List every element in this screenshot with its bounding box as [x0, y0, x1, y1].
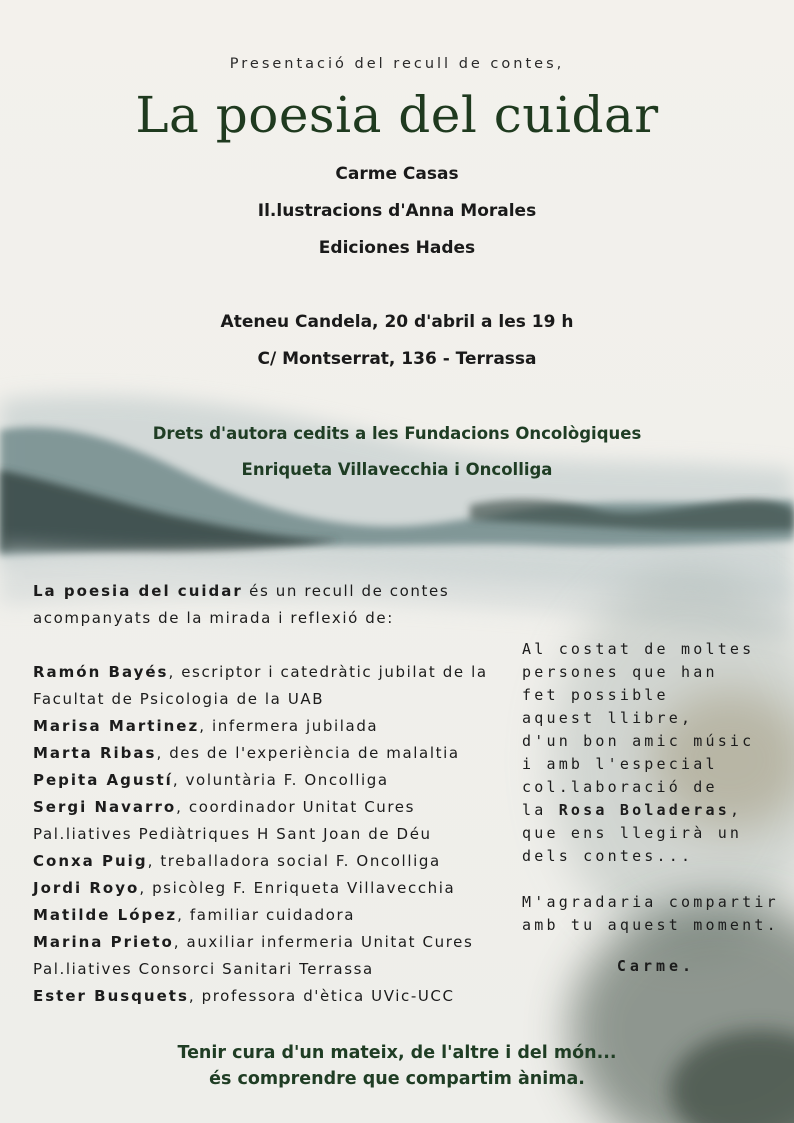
side-note-line: que ens llegirà un	[522, 824, 743, 842]
highlight-name: Rosa Boladeras	[558, 801, 730, 819]
contributors-section	[33, 578, 503, 1010]
contributor-role: , des de l'experiència de malaltia	[156, 744, 460, 762]
contributor-item	[33, 902, 503, 929]
contributor-name: Matilde López	[33, 906, 178, 924]
contributor-name: Conxa Puig	[33, 852, 148, 870]
event-venue-date: Ateneu Candela, 20 d'abril a les 19 h	[220, 312, 574, 332]
side-note-para-1	[522, 638, 790, 868]
side-note-line: d'un bon amic músic	[522, 732, 755, 750]
contributor-item	[33, 740, 503, 767]
contributor-item	[33, 875, 503, 902]
quote-line-1: Tenir cura d'un mateix, de l'altre i del món...	[177, 1043, 617, 1063]
contributor-item	[33, 848, 503, 875]
publisher-credit: Ediciones Hades	[318, 238, 476, 258]
contributor-role: , infermera jubilada	[199, 717, 379, 735]
side-note-comma: ,	[729, 801, 743, 819]
side-note-line: col.laboració de	[522, 778, 718, 796]
contributor-name: Pepita Agustí	[33, 771, 173, 789]
side-note	[522, 638, 790, 978]
rights-line-1: Drets d'autora cedits a les Fundacions Oncològiques	[152, 424, 642, 443]
closing-quote	[0, 1040, 794, 1092]
contributor-name: Marta Ribas	[33, 744, 157, 762]
contributor-item	[33, 983, 503, 1010]
contributor-item	[33, 929, 503, 983]
side-note-line: persones que han	[522, 663, 718, 681]
contributor-role: , treballadora social F. Oncolliga	[147, 852, 441, 870]
subtitle: Presentació del recull de contes,	[229, 56, 565, 72]
contributor-name: Marina Prieto	[33, 933, 174, 951]
contributor-item	[33, 767, 503, 794]
contributor-role: , professora d'ètica UVic-UCC	[188, 987, 455, 1005]
side-note-line: M'agradaria compartir	[522, 893, 779, 911]
contributor-name: Sergi Navarro	[33, 798, 177, 816]
contributor-name: Ester Busquets	[33, 987, 189, 1005]
contributor-role: , psicòleg F. Enriqueta Villavecchia	[139, 879, 456, 897]
contributor-role: , auxiliar infermeria Unitat Cures Pal.liatives Consorci Sanitari Terrassa	[33, 933, 474, 978]
contributor-list	[33, 659, 503, 1010]
contributor-name: Marisa Martinez	[33, 717, 200, 735]
side-note-para-2	[522, 891, 790, 937]
author-name: Carme Casas	[335, 164, 459, 184]
contributor-name: Jordi Royo	[33, 879, 140, 897]
side-note-la: la	[522, 801, 559, 819]
signature: Carme.	[616, 957, 696, 975]
page-title: La poesia del cuidar	[135, 86, 659, 144]
side-note-line: amb tu aquest moment.	[522, 916, 779, 934]
intro-paragraph	[33, 578, 503, 632]
quote-line-2: és comprendre que compartim ànima.	[209, 1069, 585, 1089]
side-note-line	[522, 799, 790, 822]
side-note-line: Al costat de moltes	[522, 640, 755, 658]
event-address: C/ Montserrat, 136 - Terrassa	[257, 349, 537, 369]
side-note-line: i amb l'especial	[522, 755, 718, 773]
contributor-item	[33, 713, 503, 740]
side-note-line: dels contes...	[522, 847, 694, 865]
side-note-line: aquest llibre,	[522, 709, 694, 727]
contributor-role: , familiar cuidadora	[177, 906, 356, 924]
contributor-role: , escriptor i catedràtic jubilat de la Facultat de Psicologia de la UAB	[33, 663, 488, 708]
contributor-item	[33, 659, 503, 713]
side-note-line: fet possible	[522, 686, 669, 704]
intro-text: és un recull de contes acompanyats de la mirada i reflexió de:	[33, 582, 450, 627]
illustrator-credit: Il.lustracions d'Anna Morales	[257, 201, 537, 221]
contributor-name: Ramón Bayés	[33, 663, 169, 681]
contributor-role: , voluntària F. Oncolliga	[172, 771, 389, 789]
contributor-role: , coordinador Unitat Cures Pal.liatives Pediàtriques H Sant Joan de Déu	[33, 798, 432, 843]
rights-line-2: Enriqueta Villavecchia i Oncolliga	[241, 460, 553, 479]
contributor-item	[33, 794, 503, 848]
book-title-inline: La poesia del cuidar	[33, 582, 243, 600]
